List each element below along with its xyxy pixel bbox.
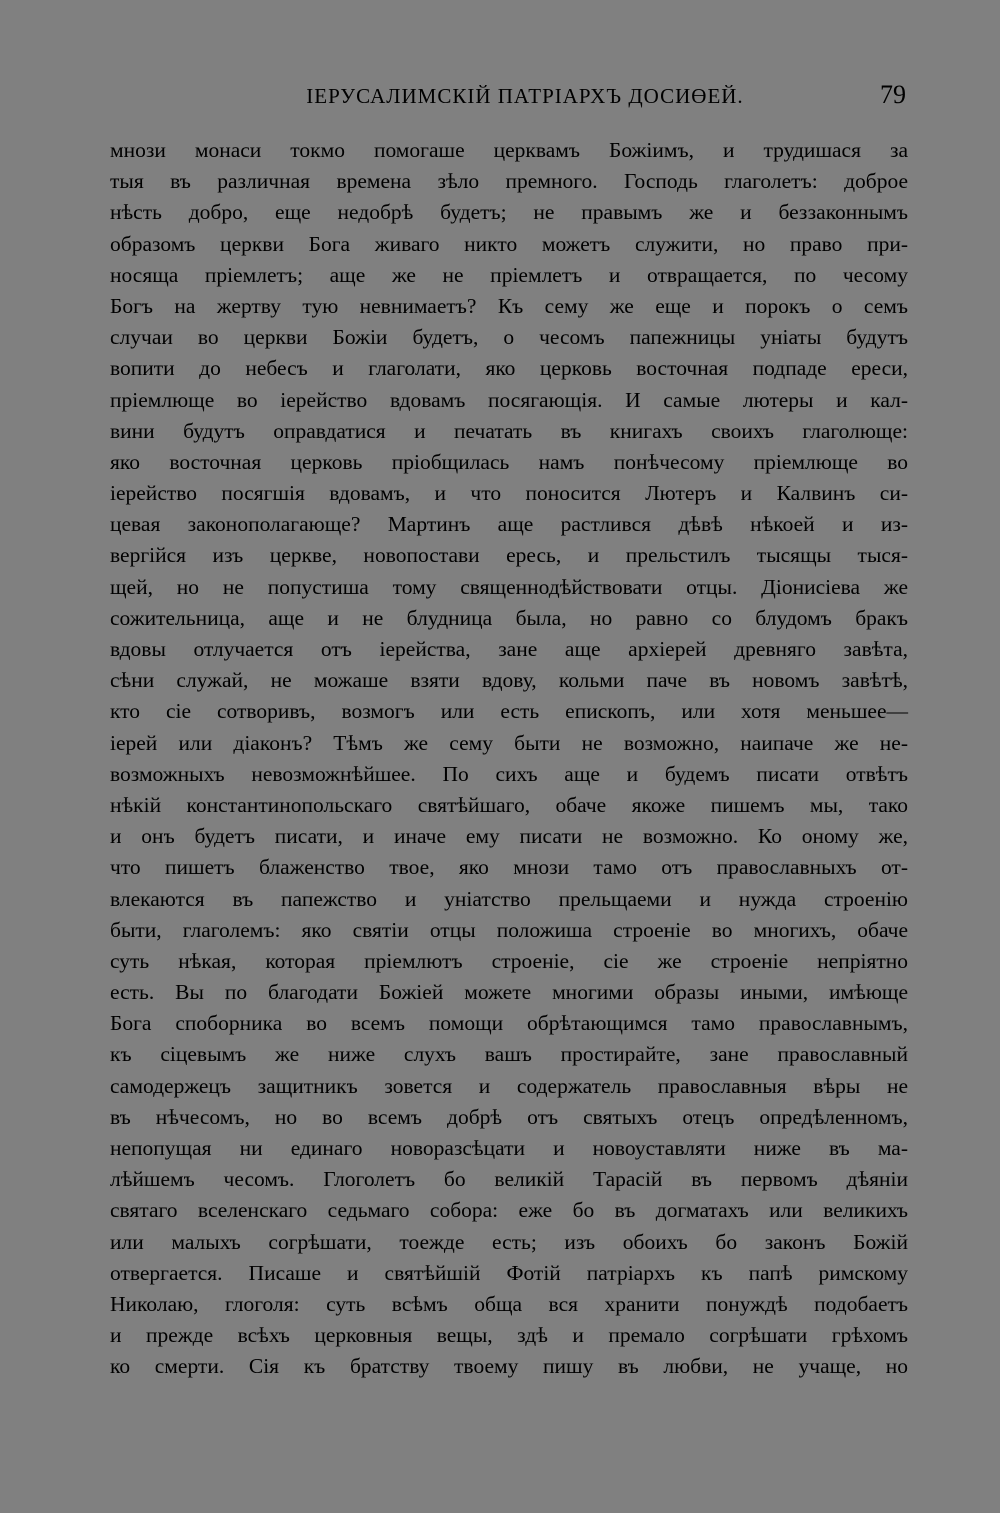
text-line: мнози монаси токмо помогаше церквамъ Божіимъ, и трудишася за <box>110 138 908 162</box>
text-line: носяща пріемлетъ; аще же не пріемлетъ и отвращается, по чесому <box>110 262 908 287</box>
text-line: самодержецъ защитникъ зовется и содержатель православныя вѣры не <box>110 1073 908 1098</box>
text-line: пріемлюще во іерейство вдовамъ посягающія. И самые лютеры и кал- <box>110 387 908 412</box>
text-line: или малыхъ согрѣшати, тоежде есть; изъ обоихъ бо законъ Божій <box>110 1229 908 1254</box>
text-line: нѣсть добро, еще недобрѣ будетъ; не правымъ же и беззаконнымъ <box>110 200 908 225</box>
text-line: вергійся изъ церкве, новопостави ересь, и прельстилъ тысящы тыся- <box>110 543 908 568</box>
page-number: 79 <box>880 80 906 109</box>
text-line: есть. Вы по благодати Божіей можете многими образы иными, имѣюще <box>110 980 908 1005</box>
text-line: Николаю, глоголя: суть всѣмъ обща вся хранити понуждѣ подобаетъ <box>110 1291 908 1316</box>
text-line: іерей или діаконъ? Тѣмъ же сему быти не возможно, наипаче же не- <box>110 730 908 755</box>
text-line: іерейство посягшія вдовамъ, и что поносится Лютеръ и Калвинъ си- <box>110 481 908 506</box>
text-line: что пишетъ блаженство твое, яко мнози тамо отъ православныхъ от- <box>110 855 908 880</box>
text-line: въ нѣчесомъ, но во всемъ добрѣ отъ святыхъ отецъ опредѣленномъ, <box>110 1104 908 1129</box>
text-line: къ сіцевымъ же ниже слухъ вашъ простирайте, зане православный <box>110 1042 908 1067</box>
text-line: лѣйшемъ чесомъ. Глоголетъ бо великій Тарасій въ первомъ дѣяніи <box>110 1167 908 1192</box>
text-line: святаго вселенскаго седьмаго собора: еже бо въ догматахъ или великихъ <box>110 1198 908 1223</box>
running-head <box>110 80 910 114</box>
text-line: образомъ церкви Бога живаго никто можетъ служити, но право при- <box>110 231 908 256</box>
text-line: цевая законополагающе? Мартинъ аще растлився дѣвѣ нѣкоей и из- <box>110 512 908 537</box>
text-line: щей, но не попустиша тому священнодѣйствовати отцы. Діонисіева же <box>110 574 908 599</box>
text-line: быти, глаголемъ: яко святіи отцы положиша строеніе во многихъ, обаче <box>110 917 908 942</box>
text-line: отвергается. Писаше и святѣйшій Фотій патріархъ къ папѣ римскому <box>110 1260 908 1285</box>
text-line: суть нѣкая, которая пріемлютъ строеніе, сіе же строеніе непріятно <box>110 948 908 973</box>
text-line: ко смерти. Сія къ братству твоему пишу въ любви, не учаще, но <box>110 1354 908 1379</box>
text-line: непопущая ни единаго новоразсѣцати и новоуставляти ниже въ ма- <box>110 1136 908 1160</box>
text-line: Бога споборника во всемъ помощи обрѣтающимся тамо православнымъ, <box>110 1011 908 1036</box>
body-text <box>110 135 908 1383</box>
text-line: кто сіе сотворивъ, возмогъ или есть епископъ, или хотя меньшее— <box>110 699 908 724</box>
text-line: сожительница, аще и не блудница была, но равно со блудомъ бракъ <box>110 605 908 630</box>
text-line: вопити до небесъ и глаголати, яко церковь восточная подпаде ереси, <box>110 356 908 381</box>
text-line: и прежде всѣхъ церковныя вещы, здѣ и премало согрѣшати грѣхомъ <box>110 1323 908 1348</box>
text-line: Богъ на жертву тую невнимаетъ? Къ сему же еще и порокъ о семъ <box>110 293 908 318</box>
text-line: возможныхъ невозможнѣйшее. По сихъ аще и будемъ писати отвѣтъ <box>110 761 908 786</box>
text-line: вдовы отлучается отъ іерейства, зане аще архіерей древняго завѣта, <box>110 637 908 661</box>
text-line: тыя въ различная времена зѣло премного. Господь глаголетъ: доброе <box>110 169 908 194</box>
text-line: сѣни служай, не можаше взяти вдову, кольми паче въ новомъ завѣтѣ, <box>110 668 908 693</box>
running-title: ІЕРУСАЛИМСКІЙ ПАТРІАРХЪ ДОСИӨЕЙ. <box>306 84 744 108</box>
text-line: и онъ будетъ писати, и иначе ему писати не возможно. Ко оному же, <box>110 824 908 849</box>
text-line: влекаются въ папежство и уніатство прельщаеми и нужда строенію <box>110 886 908 911</box>
text-line: вини будутъ оправдатися и печатать въ книгахъ своихъ глаголюще: <box>110 418 908 443</box>
text-line: случаи во церкви Божіи будетъ, о чесомъ папежницы уніаты будутъ <box>110 325 908 350</box>
text-line: яко восточная церковь пріобщилась намъ понѣчесому пріемлюще во <box>110 449 908 474</box>
text-line: нѣкій константинопольскаго святѣйшаго, обаче якоже пишемъ мы, тако <box>110 792 908 817</box>
